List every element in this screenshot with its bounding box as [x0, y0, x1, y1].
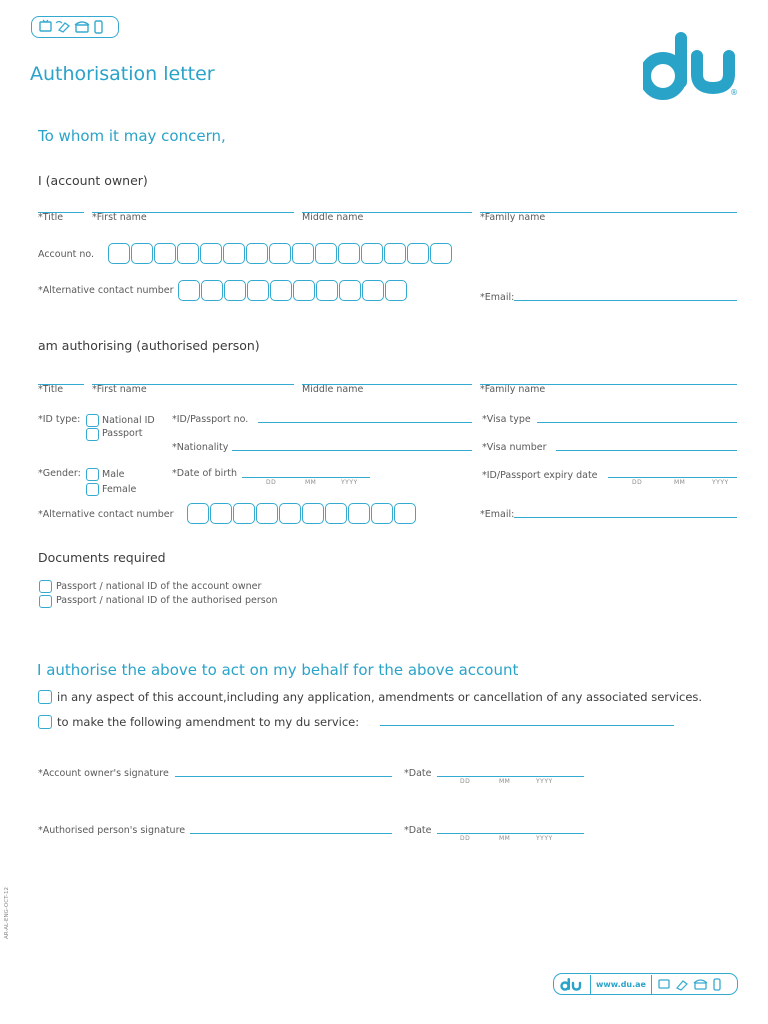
- digit-box[interactable]: [178, 280, 200, 301]
- digit-box[interactable]: [223, 243, 245, 264]
- digit-box[interactable]: [302, 503, 324, 524]
- owner-signature-label: *Account owner's signature: [38, 768, 169, 779]
- owner-family-name-field[interactable]: [480, 212, 737, 213]
- page-title: Authorisation letter: [30, 63, 215, 85]
- digit-box[interactable]: [177, 243, 199, 264]
- expiry-mm: MM: [674, 479, 686, 486]
- account-no-label: Account no.: [38, 249, 95, 260]
- doc-owner-checkbox[interactable]: [39, 580, 52, 593]
- expiry-yyyy: YYYY: [712, 479, 729, 486]
- digit-box[interactable]: [315, 243, 337, 264]
- auth-family-name-field[interactable]: [480, 384, 737, 385]
- digit-box[interactable]: [279, 503, 301, 524]
- digit-box[interactable]: [338, 243, 360, 264]
- owner-date-label: *Date: [404, 768, 432, 779]
- visa-number-label: *Visa number: [482, 442, 547, 453]
- digit-box[interactable]: [407, 243, 429, 264]
- doc-authorised-label: Passport / national ID of the authorised person: [56, 595, 278, 606]
- auth-email-label: *Email:: [480, 509, 515, 520]
- du-logo-icon: [560, 977, 584, 991]
- authorised-heading: am authorising (authorised person): [38, 338, 260, 353]
- digit-box[interactable]: [201, 280, 223, 301]
- digit-box[interactable]: [210, 503, 232, 524]
- authorised-date-mm: MM: [499, 835, 511, 842]
- owner-date-mm: MM: [499, 778, 511, 785]
- registered-mark: ®: [730, 88, 738, 97]
- digit-box[interactable]: [385, 280, 407, 301]
- owner-first-name-field[interactable]: [92, 212, 294, 213]
- auth-alt-contact-boxes[interactable]: [187, 503, 416, 524]
- digit-box[interactable]: [269, 243, 291, 264]
- digit-box[interactable]: [293, 280, 315, 301]
- visa-number-field[interactable]: [556, 450, 737, 451]
- male-label: Male: [102, 469, 125, 480]
- auth-email-field[interactable]: [514, 517, 737, 518]
- visa-type-field[interactable]: [537, 422, 737, 423]
- doc-owner-label: Passport / national ID of the account owner: [56, 581, 262, 592]
- expiry-label: *ID/Passport expiry date: [482, 470, 598, 481]
- auth-middle-name-field[interactable]: [302, 384, 472, 385]
- amendment-checkbox[interactable]: [38, 715, 52, 729]
- digit-box[interactable]: [292, 243, 314, 264]
- digit-box[interactable]: [430, 243, 452, 264]
- auth-middle-name-label: Middle name: [302, 384, 364, 395]
- auth-first-name-field[interactable]: [92, 384, 294, 385]
- visa-type-label: *Visa type: [482, 414, 531, 425]
- digit-box[interactable]: [348, 503, 370, 524]
- owner-middle-name-field[interactable]: [302, 212, 472, 213]
- salutation: To whom it may concern,: [38, 127, 226, 145]
- du-logo-icon: [643, 28, 741, 100]
- any-aspect-checkbox[interactable]: [38, 690, 52, 704]
- owner-middle-name-label: Middle name: [302, 212, 364, 223]
- national-id-label: National ID: [102, 415, 155, 426]
- digit-box[interactable]: [316, 280, 338, 301]
- digit-box[interactable]: [224, 280, 246, 301]
- owner-title-label: *Title: [38, 212, 64, 223]
- authorised-date-dd: DD: [460, 835, 471, 842]
- digit-box[interactable]: [256, 503, 278, 524]
- authorised-signature-field[interactable]: [190, 833, 392, 834]
- authorise-heading: I authorise the above to act on my behalf for the above account: [37, 661, 519, 679]
- form-code: AR-AL-ENG-OCT-12: [3, 887, 10, 939]
- digit-box[interactable]: [394, 503, 416, 524]
- owner-email-label: *Email:: [480, 292, 515, 303]
- nationality-label: *Nationality: [172, 442, 229, 453]
- owner-date-dd: DD: [460, 778, 471, 785]
- footer-du-logo: [554, 975, 591, 994]
- passport-checkbox[interactable]: [86, 428, 99, 441]
- authorised-date-yyyy: YYYY: [536, 835, 553, 842]
- expiry-field[interactable]: [608, 477, 737, 478]
- digit-box[interactable]: [131, 243, 153, 264]
- auth-title-field[interactable]: [38, 384, 84, 385]
- services-icon: [32, 17, 118, 37]
- documents-heading: Documents required: [38, 550, 166, 565]
- digit-box[interactable]: [384, 243, 406, 264]
- digit-box[interactable]: [270, 280, 292, 301]
- digit-box[interactable]: [361, 243, 383, 264]
- any-aspect-label: in any aspect of this account,including any application, amendments or cancellation of any associated services.: [57, 690, 703, 704]
- owner-alt-contact-boxes[interactable]: [178, 280, 407, 301]
- digit-box[interactable]: [371, 503, 393, 524]
- digit-box[interactable]: [325, 503, 347, 524]
- male-checkbox[interactable]: [86, 468, 99, 481]
- digit-box[interactable]: [187, 503, 209, 524]
- du-logo: [643, 28, 741, 100]
- dob-mm: MM: [305, 479, 317, 486]
- gender-label: *Gender:: [38, 468, 81, 479]
- authorised-date-label: *Date: [404, 825, 432, 836]
- digit-box[interactable]: [108, 243, 130, 264]
- nationality-field[interactable]: [232, 450, 472, 451]
- owner-date-field[interactable]: [437, 776, 584, 777]
- authorised-signature-label: *Authorised person's signature: [38, 825, 186, 836]
- auth-alt-contact-label: *Alternative contact number: [38, 509, 174, 520]
- owner-signature-field[interactable]: [175, 776, 392, 777]
- footer-bar: [553, 973, 738, 995]
- dob-dd: DD: [266, 479, 277, 486]
- services-icon: [652, 975, 736, 994]
- doc-authorised-checkbox[interactable]: [39, 595, 52, 608]
- owner-first-name-label: *First name: [92, 212, 147, 223]
- owner-alt-contact-label: *Alternative contact number: [38, 285, 174, 296]
- dob-field[interactable]: [242, 477, 370, 478]
- owner-family-name-label: *Family name: [480, 212, 546, 223]
- id-type-label: *ID type:: [38, 414, 81, 425]
- digit-box[interactable]: [247, 280, 269, 301]
- dob-label: *Date of birth: [172, 468, 237, 479]
- digit-box[interactable]: [362, 280, 384, 301]
- expiry-dd: DD: [632, 479, 643, 486]
- digit-box[interactable]: [200, 243, 222, 264]
- service-icons-top: [31, 16, 119, 38]
- auth-title-label: *Title: [38, 384, 64, 395]
- amendment-label: to make the following amendment to my du service:: [57, 715, 360, 729]
- digit-box[interactable]: [233, 503, 255, 524]
- female-label: Female: [102, 484, 137, 495]
- owner-heading: I (account owner): [38, 173, 148, 188]
- dob-yyyy: YYYY: [341, 479, 358, 486]
- website-link[interactable]: www.du.ae: [591, 975, 652, 994]
- passport-label: Passport: [102, 428, 143, 439]
- account-no-boxes[interactable]: [108, 243, 452, 264]
- digit-box[interactable]: [246, 243, 268, 264]
- digit-box[interactable]: [154, 243, 176, 264]
- amendment-field[interactable]: [380, 725, 674, 726]
- authorised-date-field[interactable]: [437, 833, 584, 834]
- owner-date-yyyy: YYYY: [536, 778, 553, 785]
- national-id-checkbox[interactable]: [86, 414, 99, 427]
- digit-box[interactable]: [339, 280, 361, 301]
- owner-title-field[interactable]: [38, 212, 84, 213]
- id-passport-no-field[interactable]: [258, 422, 472, 423]
- auth-family-name-label: *Family name: [480, 384, 546, 395]
- auth-first-name-label: *First name: [92, 384, 147, 395]
- id-passport-no-label: *ID/Passport no.: [172, 414, 249, 425]
- female-checkbox[interactable]: [86, 483, 99, 496]
- owner-email-field[interactable]: [514, 300, 737, 301]
